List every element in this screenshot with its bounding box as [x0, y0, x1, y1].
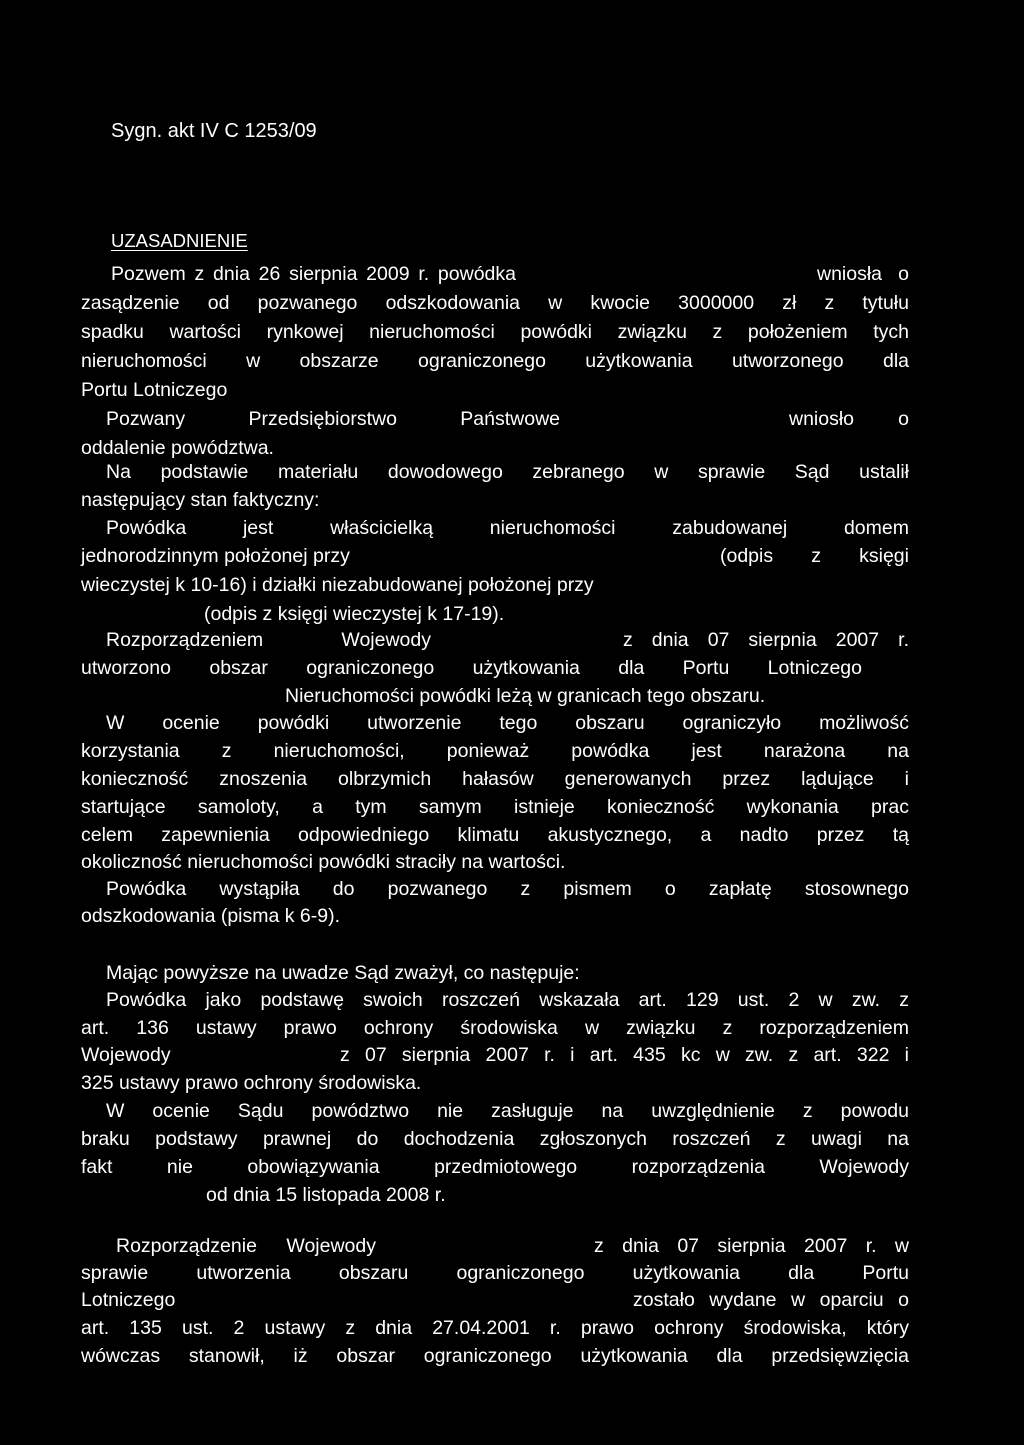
text-line: (odpis z księgi wieczystej k 17-19). — [204, 603, 505, 625]
text-line: spadku wartości rynkowej nieruchomości powódki związku z położeniem tych — [81, 321, 909, 343]
text-line: art. 135 ust. 2 ustawy z dnia 27.04.2001 r. prawo ochrony środowiska, który — [81, 1317, 909, 1339]
text-line: Rozporządzeniem Wojewody — [106, 629, 431, 651]
text-line: od dnia 15 listopada 2008 r. — [206, 1184, 446, 1206]
text-line: W ocenie powódki utworzenie tego obszaru ograniczyło możliwość — [106, 712, 909, 734]
text-line: zostało wydane w oparciu o — [633, 1289, 909, 1311]
text-line: z 07 sierpnia 2007 r. i art. 435 kc w zw. z art. 322 i — [340, 1044, 909, 1066]
text-line: następujący stan faktyczny: — [81, 489, 320, 511]
text-line: wniosło o — [789, 408, 909, 430]
text-line: jednorodzinnym położonej przy — [81, 545, 350, 567]
text-line: Powódka wystąpiła do pozwanego z pismem o zapłatę stosownego — [106, 878, 909, 900]
text-line: Powódka jest właścicielką nieruchomości zabudowanej domem — [106, 517, 909, 539]
text-line: W ocenie Sądu powództwo nie zasługuje na uwzględnienie z powodu — [106, 1100, 909, 1122]
text-line: konieczność znoszenia olbrzymich hałasów generowanych przez lądujące i — [81, 768, 909, 790]
text-line: wieczystej k 10-16) i działki niezabudowanej położonej przy — [81, 574, 594, 596]
text-line: Portu Lotniczego — [81, 379, 228, 401]
text-line: Mając powyższe na uwadze Sąd zważył, co następuje: — [106, 962, 580, 984]
text-line: braku podstawy prawnej do dochodzenia zgłoszonych roszczeń z uwagi na — [81, 1128, 909, 1150]
text-line: Pozwem z dnia 26 sierpnia 2009 r. powódka — [111, 263, 516, 285]
document-heading: UZASADNIENIE — [111, 230, 248, 251]
text-line: Nieruchomości powódki leżą w granicach tego obszaru. — [285, 685, 766, 707]
text-line: fakt nie obowiązywania przedmiotowego rozporządzenia Wojewody — [81, 1156, 909, 1178]
text-line: (odpis z księgi — [720, 545, 909, 567]
text-line: nieruchomości w obszarze ograniczonego użytkowania utworzonego dla — [81, 350, 909, 372]
text-line: wówczas stanowił, iż obszar ograniczonego użytkowania dla przedsięwzięcia — [81, 1345, 909, 1367]
text-line: odszkodowania (pisma k 6-9). — [81, 905, 341, 927]
case-signature: Sygn. akt IV C 1253/09 — [111, 120, 317, 142]
text-line: utworzono obszar ograniczonego użytkowania dla Portu Lotniczego — [81, 657, 862, 679]
text-line: Pozwany Przedsiębiorstwo Państwowe — [106, 408, 560, 430]
text-line: sprawie utworzenia obszaru ograniczonego użytkowania dla Portu — [81, 1262, 909, 1284]
text-line: wniosła o — [817, 263, 909, 285]
text-line: Na podstawie materiału dowodowego zebranego w sprawie Sąd ustalił — [106, 461, 909, 483]
text-line: korzystania z nieruchomości, ponieważ powódka jest narażona na — [81, 740, 909, 762]
text-line: celem zapewnienia odpowiedniego klimatu akustycznego, a nadto przez tą — [81, 824, 909, 846]
text-line: oddalenie powództwa. — [81, 437, 274, 459]
text-line: z dnia 07 sierpnia 2007 r. — [623, 629, 909, 651]
text-line: 325 ustawy prawo ochrony środowiska. — [81, 1072, 422, 1094]
text-line: Rozporządzenie Wojewody — [116, 1235, 376, 1257]
text-line: Powódka jako podstawę swoich roszczeń wskazała art. 129 ust. 2 w zw. z — [106, 989, 909, 1011]
text-line: z dnia 07 sierpnia 2007 r. w — [594, 1235, 909, 1257]
text-line: startujące samoloty, a tym samym istnieje konieczność wykonania prac — [81, 796, 909, 818]
text-line: Lotniczego — [81, 1289, 176, 1311]
text-line: okoliczność nieruchomości powódki straciły na wartości. — [81, 851, 566, 873]
text-line: art. 136 ustawy prawo ochrony środowiska w związku z rozporządzeniem — [81, 1017, 909, 1039]
text-line: zasądzenie od pozwanego odszkodowania w kwocie 3000000 zł z tytułu — [81, 292, 909, 314]
text-line: Wojewody — [81, 1044, 171, 1066]
